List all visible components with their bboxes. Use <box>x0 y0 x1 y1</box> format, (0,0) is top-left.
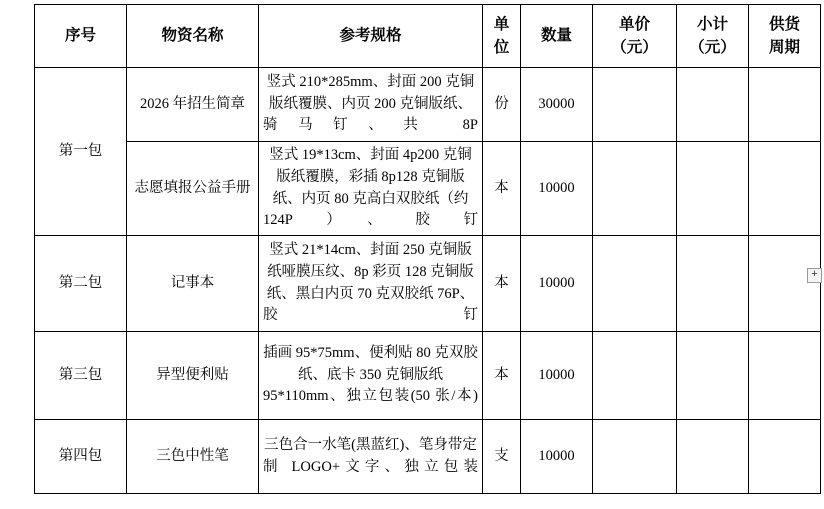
column-header-subtotal <box>677 5 749 68</box>
table-row <box>35 142 821 236</box>
cell-name: 异型便利贴 <box>127 332 259 420</box>
cell-cycle <box>749 332 821 420</box>
cell-unit: 本 <box>483 332 521 420</box>
column-header-name: 物资名称 <box>127 5 259 68</box>
column-header-qty: 数量 <box>521 5 593 68</box>
cell-name: 志愿填报公益手册 <box>127 142 259 236</box>
cell-seq: 第二包 <box>35 236 127 332</box>
cell-seq: 第四包 <box>35 420 127 494</box>
cell-price <box>593 142 677 236</box>
column-header-cycle-line1: 供货 <box>768 15 800 33</box>
cell-spec: 竖式 21*14cm、封面 250 克铜版纸哑膜压纹、8p 彩页 128 克铜版纸、黑白内页 70 克双胶纸 76P、胶钉 <box>259 236 483 332</box>
cell-qty: 10000 <box>521 236 593 332</box>
table-row <box>35 236 821 332</box>
column-header-cycle-line2: 周期 <box>768 39 800 56</box>
cell-spec: 三色合一水笔(黑蓝红)、笔身带定制 LOGO+文字、独立包装 <box>259 420 483 494</box>
cell-unit: 支 <box>483 420 521 494</box>
column-header-cycle <box>749 5 821 68</box>
column-header-subtotal-line2: （元） <box>689 39 736 56</box>
column-header-price-line1: 单价 <box>618 15 650 33</box>
table-row <box>35 68 821 142</box>
cell-spec: 竖式 19*13cm、封面 4p200 克铜版纸覆膜，彩插 8p128 克铜版纸、内页 80 克高白双胶纸（约 124P）、胶钉 <box>259 142 483 236</box>
cell-price <box>593 332 677 420</box>
cell-seq: 第三包 <box>35 332 127 420</box>
cell-cycle <box>749 420 821 494</box>
cell-spec: 竖式 210*285mm、封面 200 克铜版纸覆膜、内页 200 克铜版纸、骑马钉、共 8P <box>259 68 483 142</box>
cell-price <box>593 236 677 332</box>
cell-qty: 10000 <box>521 420 593 494</box>
cell-price <box>593 420 677 494</box>
cell-name: 三色中性笔 <box>127 420 259 494</box>
cell-subtotal <box>677 420 749 494</box>
column-header-price-line2: （元） <box>611 39 658 56</box>
add-column-icon[interactable]: + <box>807 268 822 283</box>
cell-seq: 第一包 <box>35 68 127 236</box>
cell-name: 记事本 <box>127 236 259 332</box>
cell-cycle <box>749 142 821 236</box>
cell-qty: 10000 <box>521 332 593 420</box>
table-header-row <box>35 5 821 68</box>
cell-name: 2026 年招生简章 <box>127 68 259 142</box>
column-header-seq: 序号 <box>35 5 127 68</box>
table-row <box>35 332 821 420</box>
cell-qty: 10000 <box>521 142 593 236</box>
table-row <box>35 420 821 494</box>
cell-qty: 30000 <box>521 68 593 142</box>
cell-unit: 本 <box>483 236 521 332</box>
cell-spec: 插画 95*75mm、便利贴 80 克双胶纸、底卡 350 克铜版纸 95*110mm、独立包装(50 张/本) <box>259 332 483 420</box>
column-header-spec: 参考规格 <box>259 5 483 68</box>
cell-unit: 份 <box>483 68 521 142</box>
column-header-unit <box>483 5 521 68</box>
cell-cycle <box>749 236 821 332</box>
column-header-price <box>593 5 677 68</box>
cell-subtotal <box>677 142 749 236</box>
cell-cycle <box>749 68 821 142</box>
column-header-unit-line2: 位 <box>493 39 510 56</box>
column-header-unit-line1: 单 <box>493 15 510 33</box>
cell-price <box>593 68 677 142</box>
cell-unit: 本 <box>483 142 521 236</box>
column-header-subtotal-line1: 小计 <box>696 15 728 33</box>
materials-spec-table <box>34 4 821 494</box>
cell-subtotal <box>677 68 749 142</box>
cell-subtotal <box>677 332 749 420</box>
cell-subtotal <box>677 236 749 332</box>
